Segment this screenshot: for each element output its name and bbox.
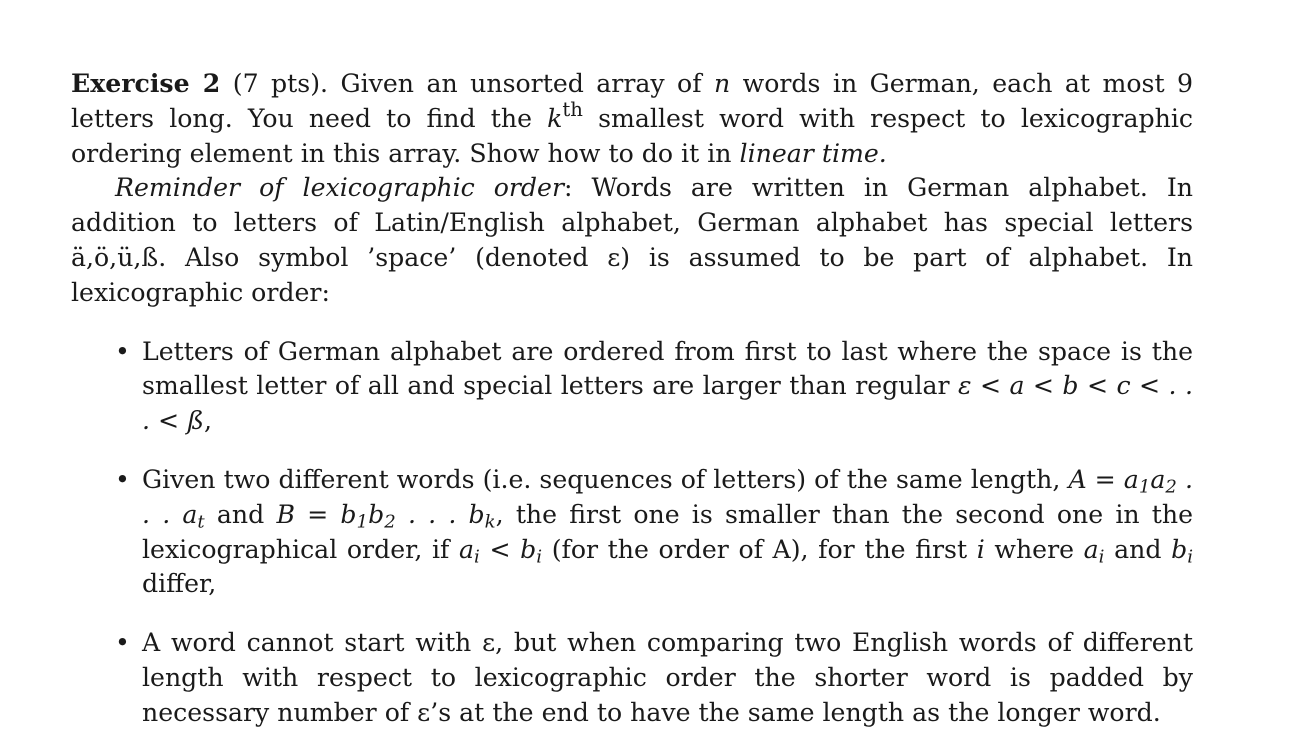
rule-2-text-6: and bbox=[1104, 534, 1172, 564]
subscript: i bbox=[1187, 546, 1193, 568]
rules-list bbox=[71, 335, 1193, 731]
subscript: i bbox=[1098, 546, 1105, 568]
less-than-b: < b bbox=[479, 534, 537, 564]
rule-2-text-3: , the first one is smaller than the second one in the lexicographical order, if bbox=[142, 499, 1194, 564]
exercise-document bbox=[71, 66, 1193, 755]
subscript: i bbox=[474, 546, 480, 568]
superscript-th: th bbox=[562, 98, 583, 121]
rule-2-text-2: and bbox=[204, 499, 277, 529]
list-item bbox=[71, 463, 1193, 602]
subscript: 2 bbox=[384, 511, 396, 533]
subscript: 2 bbox=[1165, 476, 1177, 498]
ellipsis-a: . . . a bbox=[142, 464, 1193, 529]
rule-2-text-1: Given two different words (i.e. sequences of letters) of the same length, bbox=[142, 464, 1069, 494]
letter-a: a bbox=[459, 534, 475, 564]
exercise-points: (7 pts). bbox=[220, 69, 341, 98]
letter-a: a bbox=[1150, 464, 1166, 494]
letter-ai bbox=[1083, 534, 1105, 568]
subscript: 1 bbox=[1138, 476, 1151, 498]
bullet-icon: • bbox=[115, 628, 130, 658]
word-a-eq: A = a bbox=[1068, 464, 1139, 494]
letter-b: b bbox=[368, 499, 385, 529]
var-i: i bbox=[976, 534, 985, 564]
rule-3-text: A word cannot start with ε, but when comparing two English words of different length with respect to lexicographic order the shorter word is padded by necessary number of ε’s at the end to have the same length as the longer word. bbox=[142, 628, 1193, 727]
subscript: k bbox=[484, 511, 496, 533]
bullet-icon: • bbox=[115, 464, 130, 494]
bullet-icon: • bbox=[115, 336, 130, 366]
exercise-heading: Exercise 2 bbox=[71, 68, 221, 98]
problem-statement bbox=[71, 66, 1193, 171]
statement-text-3: smallest word with respect to lexicographic ordering element in this array. Show how to do it in bbox=[71, 103, 1193, 168]
comparison bbox=[459, 534, 543, 568]
linear-time-emphasis: linear time. bbox=[739, 138, 887, 168]
rule-1-end: , bbox=[203, 406, 212, 436]
statement-text-2: words in German, each at most 9 letters long. You need to find the bbox=[71, 69, 1194, 133]
list-item bbox=[71, 335, 1193, 439]
rule-2-text-5: where bbox=[984, 534, 1084, 564]
var-k: k bbox=[547, 103, 563, 133]
subscript: 1 bbox=[356, 511, 369, 533]
ellipsis-b: . . . b bbox=[395, 499, 485, 529]
subscript: i bbox=[536, 546, 543, 568]
statement-text-1: Given an unsorted array of bbox=[340, 69, 714, 98]
list-item bbox=[71, 626, 1193, 730]
rule-2-text-7: differ, bbox=[142, 569, 217, 599]
reminder-text: : Words are written in German alphabet. In addition to letters of Latin/English alphabet, German alphabet has special letters ä,ö,ü,ß. Also symbol ’space’ (denoted ε) is assumed to be part of alphabet. In lexicographic order: bbox=[71, 173, 1194, 307]
letter-b: b bbox=[1171, 534, 1188, 564]
subscript: t bbox=[197, 511, 205, 533]
var-n: n bbox=[713, 69, 731, 98]
letter-a: a bbox=[1083, 534, 1099, 564]
reminder-label: Reminder of lexicographic order bbox=[115, 173, 564, 203]
rule-1-text: Letters of German alphabet are ordered from first to last where the space is the smallest letter of all and special letters are larger than regular bbox=[142, 336, 1193, 401]
letter-bi bbox=[1171, 534, 1193, 568]
rule-2-text-4: (for the order of A), for the first bbox=[542, 534, 977, 564]
reminder-paragraph bbox=[71, 171, 1193, 310]
rule-1-ordering: ε < a < b < c < . . . < ß bbox=[142, 371, 1193, 436]
word-b-eq: B = b bbox=[276, 499, 357, 529]
word-b-def bbox=[276, 499, 496, 533]
